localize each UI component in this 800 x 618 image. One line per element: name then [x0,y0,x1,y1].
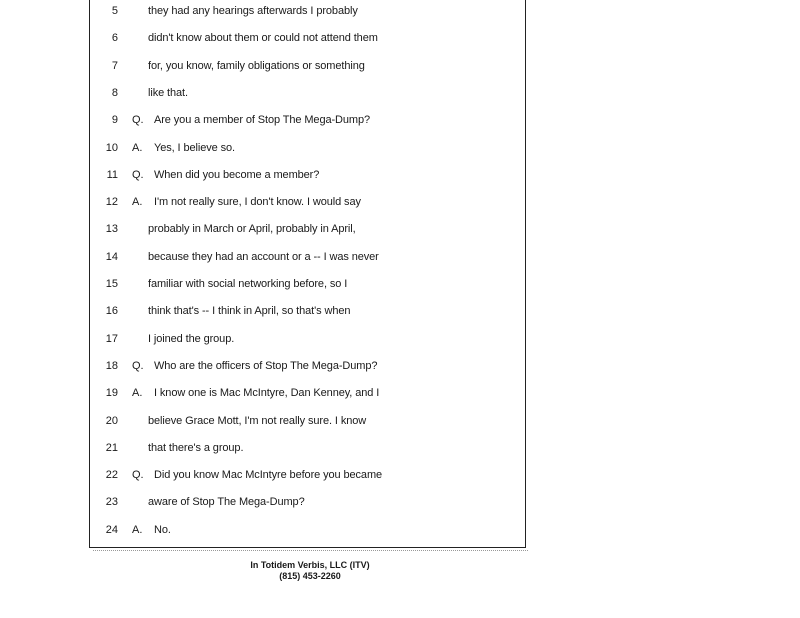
transcript-line [90,383,525,403]
line-number: 8 [111,86,118,99]
line-text: probably in March or April, probably in April, [148,223,356,236]
transcript-line [90,520,525,540]
transcript-line [90,301,525,321]
line-number: 18 [105,359,118,372]
line-text: believe Grace Mott, I'm not really sure. I know [148,414,367,427]
transcript-line [90,465,525,485]
line-text: Did you know Mac McIntyre before you became [154,469,383,482]
line-number: 9 [111,114,118,127]
footer-company: In Totidem Verbis, LLC (ITV) [250,560,370,570]
line-text: think that's -- I think in April, so that's when [148,305,351,318]
transcript-line [90,28,525,48]
transcript-line [90,165,525,185]
transcript-line [90,411,525,431]
speaker-label: Q. [132,469,144,482]
speaker-label: Q. [132,359,144,372]
speaker-label: Q. [132,114,144,127]
transcript-page [89,0,526,548]
line-text: for, you know, family obligations or something [148,59,365,72]
transcript-line [90,329,525,349]
transcript-line [90,356,525,376]
line-text: Who are the officers of Stop The Mega-Dump? [154,359,378,372]
line-text: I know one is Mac McIntyre, Dan Kenney, and I [154,387,380,400]
transcript-line [90,1,525,21]
line-number: 6 [111,32,118,45]
speaker-label: A. [132,523,143,536]
transcript-line [90,83,525,103]
transcript-line [90,192,525,212]
line-text: didn't know about them or could not attend them [148,32,378,45]
line-number: 21 [105,441,118,454]
transcript-line [90,56,525,76]
line-number: 22 [105,469,118,482]
line-number: 16 [105,305,118,318]
line-text: familiar with social networking before, so I [148,278,348,290]
line-text: When did you become a member? [154,168,320,181]
line-text: they had any hearings afterwards I probably [148,5,358,17]
transcript-line [90,138,525,158]
footer-phone: (815) 453-2260 [279,571,341,581]
speaker-label: A. [132,196,143,209]
transcript-line [90,110,525,130]
speaker-label: A. [132,387,143,400]
speaker-label: A. [132,141,143,154]
line-number: 11 [106,168,118,181]
speaker-label: Q. [132,168,144,181]
line-number: 5 [111,5,118,17]
transcript-line [90,274,525,294]
line-number: 14 [105,250,118,263]
line-text: that there's a group. [148,441,244,454]
line-number: 13 [105,223,118,236]
line-number: 7 [111,59,118,72]
line-text: No. [154,523,171,536]
line-text: because they had an account or a -- I was never [148,250,379,263]
line-number: 23 [105,496,118,509]
line-number: 17 [105,332,118,345]
transcript-line [90,219,525,239]
line-number: 12 [105,196,118,209]
line-number: 15 [105,278,118,290]
line-text: aware of Stop The Mega-Dump? [148,496,305,509]
line-text: Yes, I believe so. [154,141,235,154]
transcript-line [90,492,525,512]
line-text: I'm not really sure, I don't know. I would say [154,196,361,209]
line-number: 10 [105,141,118,154]
line-text: Are you a member of Stop The Mega-Dump? [154,114,371,127]
line-number: 19 [105,387,118,400]
line-text: like that. [148,86,188,99]
transcript-line [90,247,525,267]
line-number: 24 [105,523,118,536]
transcript-line [90,438,525,458]
line-number: 20 [105,414,118,427]
line-text: I joined the group. [148,332,235,345]
